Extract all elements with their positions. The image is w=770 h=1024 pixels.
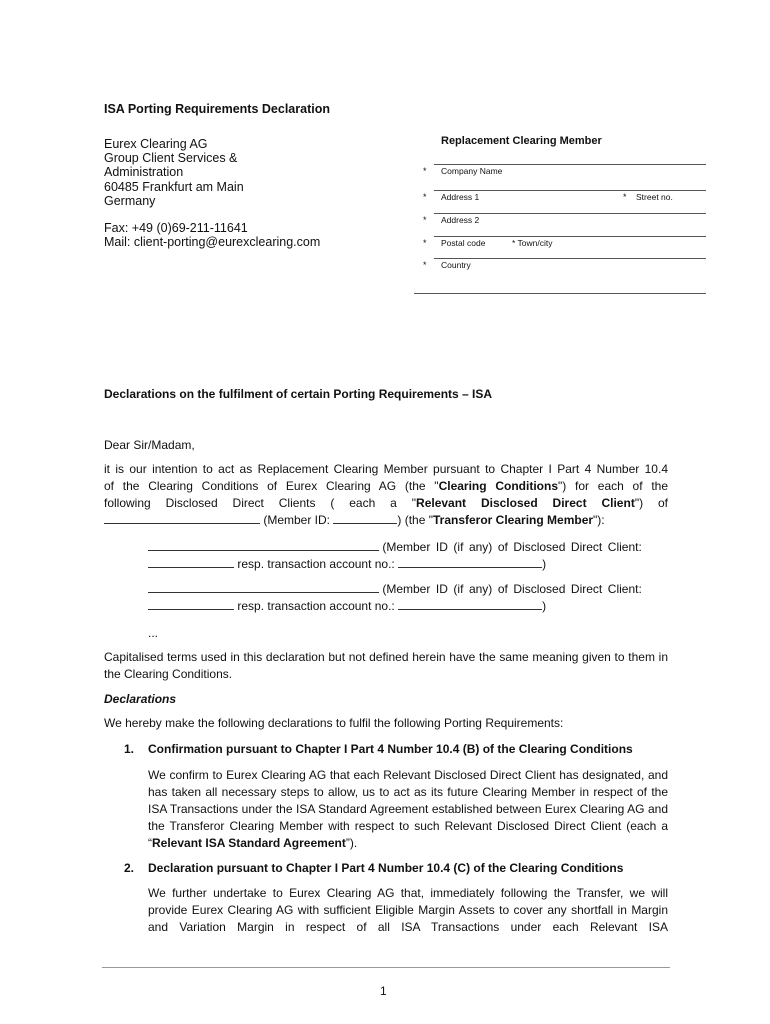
client-member-row: (Member ID (if any) of Disclosed Direct Client: — [148, 539, 668, 556]
client-account-row: resp. transaction account no.: ) — [148, 556, 668, 573]
company-name-label: Company Name — [441, 166, 503, 176]
address-line: Administration — [104, 165, 184, 180]
address-line: 60485 Frankfurt am Main — [104, 179, 244, 194]
client-account-row: resp. transaction account no.: ) — [148, 598, 668, 615]
client-id-blank[interactable] — [148, 599, 234, 610]
fax-line: Fax: +49 (0)69-211-11641 — [104, 221, 248, 235]
intro-line: following Disclosed Direct Clients ( each a "Relevant Disclosed Direct Client") of — [104, 496, 668, 510]
town-label: * Town/city — [512, 238, 553, 248]
salutation: Dear Sir/Madam, — [104, 438, 195, 452]
client-name-blank[interactable] — [148, 582, 379, 593]
required-marker: * — [423, 238, 427, 248]
intro-line: (Member ID: ) (the "Transferor Clearing Member"): — [104, 512, 668, 529]
item-text: We confirm to Eurex Clearing AG that each Relevant Disclosed Direct Client has designated, and has taken all necessary steps to allow, us to act as its future Clearing Member in respect of the ISA Transactions under the ISA Standard Agreement established between Eurex Clearing AG and the Transferor Clearing Member with respect to such Relevant Disclosed Direct Client (each a “Relevant ISA Standard Agreement”). — [148, 768, 668, 850]
address1-label: Address 1 — [441, 192, 480, 202]
item-number: 2. — [124, 861, 135, 875]
rcm-title: Replacement Clearing Member — [441, 135, 602, 147]
capitalised-paragraph: Capitalised terms used in this declaration but not defined herein have the same meaning given to them in the Clearing Conditions. — [104, 650, 668, 681]
member-id-blank[interactable] — [333, 513, 397, 524]
ellipsis: ... — [148, 626, 159, 640]
client-entry — [148, 581, 668, 615]
address-line: Eurex Clearing AG — [104, 137, 208, 151]
address-line: Group Client Services & — [104, 151, 238, 166]
signature-line[interactable] — [414, 293, 706, 294]
postal-code-label: Postal code — [441, 238, 486, 248]
footer-divider — [102, 967, 670, 968]
company-name-field[interactable] — [434, 164, 706, 165]
declarations-heading: Declarations — [104, 692, 177, 706]
account-no-blank[interactable] — [398, 557, 542, 568]
mail-line: Mail: client-porting@eurexclearing.com — [104, 235, 321, 250]
transferor-name-blank[interactable] — [104, 513, 260, 524]
page-number: 1 — [380, 984, 387, 998]
postal-field[interactable] — [434, 236, 706, 237]
recipient-address — [104, 137, 244, 208]
item-number: 1. — [124, 742, 135, 756]
intro-paragraph — [104, 461, 668, 529]
item-text: We further undertake to Eurex Clearing AG that, immediately following the Transfer, we will provide Eurex Clearing AG with sufficient Eligible Margin Assets to cover any shortfall in Margin and Variation Margin in respect of all ISA Transactions under each Relevant ISA — [148, 886, 668, 934]
item-heading: Confirmation pursuant to Chapter I Part 4 Number 10.4 (B) of the Clearing Conditions — [148, 742, 633, 756]
required-marker: * — [623, 192, 627, 202]
required-marker: * — [423, 192, 427, 202]
client-name-blank[interactable] — [148, 540, 379, 551]
address-line: Germany — [104, 193, 156, 208]
country-label: Country — [441, 260, 471, 270]
item-heading: Declaration pursuant to Chapter I Part 4 Number 10.4 (C) of the Clearing Conditions — [148, 861, 624, 875]
required-marker: * — [423, 166, 427, 176]
intro-line: of the Clearing Conditions of Eurex Clearing AG (the "Clearing Conditions") for each of the — [104, 479, 669, 493]
required-marker: * — [423, 215, 427, 225]
client-entry — [148, 539, 668, 573]
page-title: ISA Porting Requirements Declaration — [104, 102, 330, 116]
country-field[interactable] — [434, 258, 706, 259]
client-member-row: (Member ID (if any) of Disclosed Direct Client: — [148, 581, 668, 598]
we-hereby: We hereby make the following declarations to fulfil the following Porting Requirements: — [104, 716, 564, 730]
client-id-blank[interactable] — [148, 557, 234, 568]
recipient-contact — [104, 221, 320, 249]
account-no-blank[interactable] — [398, 599, 542, 610]
address1-field[interactable] — [434, 190, 706, 191]
address2-label: Address 2 — [441, 215, 480, 225]
address2-field[interactable] — [434, 213, 706, 214]
intro-line: it is our intention to act as Replacement Clearing Member pursuant to Chapter I Part 4 Number 10.4 — [104, 462, 668, 476]
required-marker: * — [423, 260, 427, 270]
section-title: Declarations on the fulfilment of certain Porting Requirements – ISA — [104, 387, 493, 401]
street-no-label: Street no. — [636, 192, 673, 202]
